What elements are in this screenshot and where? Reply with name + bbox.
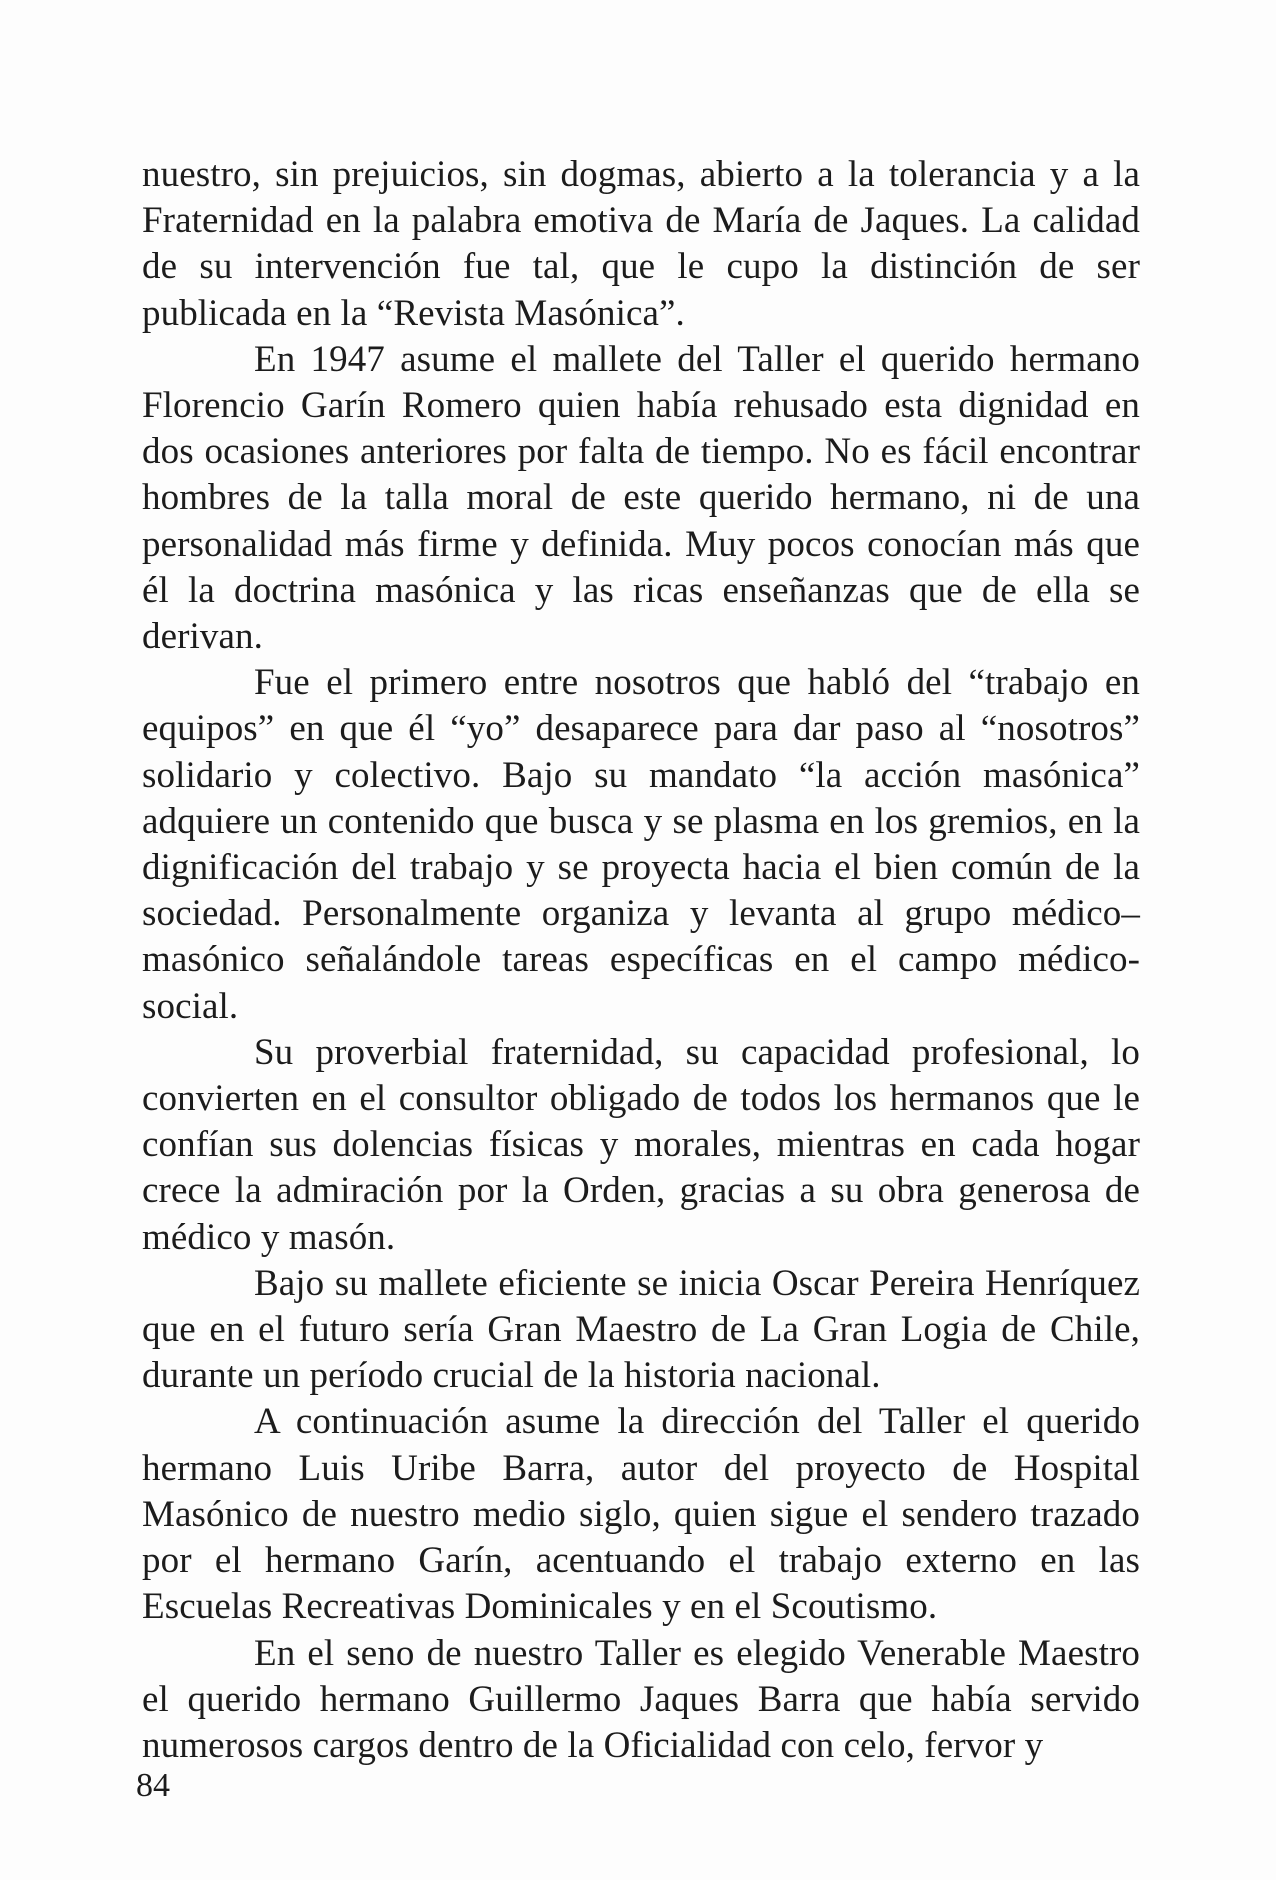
paragraph-6: A continuación asume la dirección del Taller el querido hermano Luis Uribe Barra, autor del proyecto de Hospital Masónico de nuestro medio siglo, quien sigue el sendero trazado por el hermano Garín, acentuando el trabajo externo en las Escuelas Recreativas Dominicales y en el Scoutismo.: [142, 1401, 1140, 1628]
paragraph-3: Fue el primero entre nosotros que habló del “trabajo en equipos” en que él “yo” desaparece para dar paso al “nosotros” solidario y colectivo. Bajo su mandato “la acción masónica” adquiere un contenido que busca y se plasma en los gremios, en la dignificación del trabajo y se proyecta hacia el bien común de la sociedad. Personalmente organiza y levanta al grupo médico–masónico señalándole tareas específicas en el campo médico-social.: [142, 662, 1140, 1027]
paragraph-7: En el seno de nuestro Taller es elegido Venerable Maestro el querido hermano Guillermo Jaques Barra que había servido numerosos cargos dentro de la Oficialidad con celo, fervor y: [142, 1632, 1140, 1766]
paragraph-5: Bajo su mallete eficiente se inicia Oscar Pereira Henríquez que en el futuro sería Gran Maestro de La Gran Logia de Chile, durante un período crucial de la historia nacional.: [142, 1262, 1140, 1397]
page-number: 84: [136, 1767, 170, 1804]
body-text: [142, 152, 1140, 1769]
paragraph-2: En 1947 asume el mallete del Taller el querido hermano Florencio Garín Romero quien había rehusado esta dignidad en dos ocasiones anteriores por falta de tiempo. No es fácil encontrar hombres de la talla moral de este querido hermano, ni de una personalidad más firme y definida. Muy pocos conocían más que él la doctrina masónica y las ricas enseñanzas que de ella se derivan.: [142, 338, 1140, 658]
paragraph-1: nuestro, sin prejuicios, sin dogmas, abierto a la tolerancia y a la Fraternidad en la palabra emotiva de María de Jaques. La calidad de su intervención fue tal, que le cupo la distinción de ser publicada en la “Revista Masónica”.: [142, 154, 1140, 334]
paragraph-4: Su proverbial fraternidad, su capacidad profesional, lo convierten en el consultor obligado de todos los hermanos que le confían sus dolencias físicas y morales, mientras en cada hogar crece la admiración por la Orden, gracias a su obra generosa de médico y masón.: [142, 1031, 1140, 1258]
